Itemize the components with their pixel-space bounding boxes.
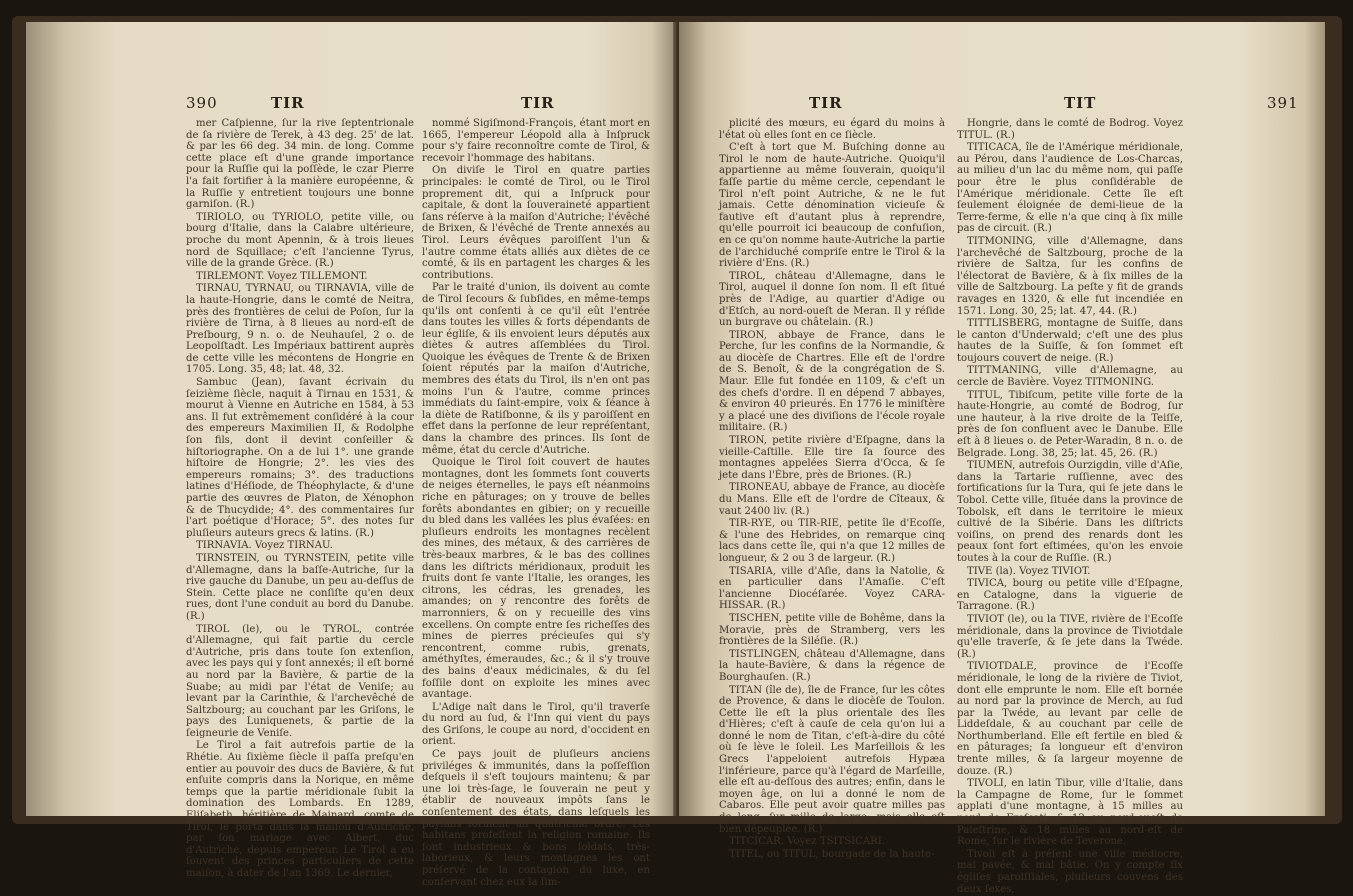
dictionary-entry: TIVICA, bourg ou petite ville d'Eſpagne, en Catalogne, dans la viguerie de Tarragone. (R.) xyxy=(957,578,1183,613)
dictionary-entry: TIRON, abbaye de France, dans le Perche, ſur les confins de la Normandie, & au diocèſe de Chartres. Elle eſt de l'ordre de S. Benoît, & de la congrégation de S. Maur. Elle fut fondée en 1109, & c'eſt un des chefs d'ordre. Il en dépend 7 abbayes, & environ 40 prieurés. En 1776 le miniſtère y a placé une des diviſions de l'école royale militaire. (R.) xyxy=(719,329,945,434)
dictionary-entry: TITTLISBERG, montagne de Suiſſe, dans le canton d'Underwald; c'eſt une des plus hautes de la Suiſſe, & ſon ſommet eſt toujours couvert de neige. (R.) xyxy=(957,318,1183,364)
dictionary-entry: Hongrie, dans le comté de Bodrog. Voyez TITUL. (R.) xyxy=(957,118,1183,141)
dictionary-entry: TIRNAVIA. Voyez TIRNAU. xyxy=(196,540,333,552)
dictionary-entry: TIRON, petite rivière d'Eſpagne, dans la vieille-Caſtille. Elle tire ſa ſource des montagnes appelées Sierra d'Occa, & ſe jete dans l'Èbre, près de Briones. (R.) xyxy=(719,435,945,481)
dictionary-entry: TITUL, Tibiſcum, petite ville forte de la haute-Hongrie, au comté de Bodrog, ſur une hauteur, à la rive droite de la Teiſſe, près de ſon confluent avec le Danube. Elle eſt à 8 lieues o. de Peter-Waradin, 8 n. o. de Belgrade. Long. 38, 25; lat. 45, 26. (R.) xyxy=(957,389,1183,459)
dictionary-entry: TIRIOLO, ou TYRIOLO, petite ville, ou bourg d'Italie, dans la Calabre ultérieure, proche du mont Apennin, & à trois lieues nord de Squillace; c'eſt l'ancienne Tyrus, ville de la grande Grèce. (R.) xyxy=(186,211,414,270)
dictionary-entry: TIR-RYE, ou TIR-RIE, petite île d'Ecoſſe, & l'une des Hebrides, on remarque cinq lacs dans cette île, qui n'a que 12 milles de longueur, & 2 ou 3 de largeur. (R.) xyxy=(719,518,945,564)
dictionary-entry: TIROL, château d'Allemagne, dans le Tirol, auquel il donne ſon nom. Il eſt ſitué près de l'Adige, au quartier d'Adige ou d'Etſch, au nord-oueſt de Meran. Il y réſide un burgrave ou châtelain. (R.) xyxy=(719,270,945,329)
dictionary-entry: TITAN (île de), île de France, ſur les côtes de Provence, & dans le diocèſe de Toulon. Cette île eſt la plus orientale des îles d'Hières; c'eſt à cauſe de cela qu'on lui a donné le nom de Titan, c'eſt-à-dire du côté où ſe lève le ſoleil. Les Marſeillois & les Grecs l'appeloient autrefois Hypæa l'inférieure, parce qu'à l'égard de Marſeille, elle eſt au-deſſous des autres; enfin, dans le moyen âge, on lui a donné le nom de Cabaros. Elle peut avoir quatre milles pas de long, ſur mille de large; mais elle eſt bien dépeuplée. (R.) xyxy=(719,684,945,835)
dictionary-entry: TISCHEN, petite ville de Bohême, dans la Moravie, près de Stramberg, vers les frontières de la Siléſie. (R.) xyxy=(719,612,945,648)
dictionary-entry: Le Tirol a fait autrefois partie de la Rhétie. Au ſixième ſiècle il paſſa preſqu'en entier au pouvoir des ducs de Bavière, & fut enſuite compris dans la Norique, en même temps que la partie méridionale ſubit la domination des Lombards. En 1289, Eliſabeth, héritière de Mainard, comte de Tirol, le porta dans la maiſon d'Autriche, par ſon mariage avec Albert, duc d'Autriche, depuis empereur. Le Tirol a eu ſouvent des princes particuliers de cette maiſon, à dater de l'an 1369. Le dernier, xyxy=(186,740,414,879)
left-page xyxy=(26,22,679,888)
dictionary-entry: mer Caſpienne, ſur la rive ſeptentrionale de ſa rivière de Terek, à 43 deg. 25' de lat. & par les 66 deg. 34 min. de long. Comme cette place eſt d'une grande importance pour la Ruſſie qui la poſſède, le czar Pierre l'a fait fortifier à la manière européenne, & la Ruſſie y entretient toujours une bonne garniſon. (R.) xyxy=(186,118,414,211)
page-number-left: 390 xyxy=(186,94,218,112)
right-page xyxy=(679,22,1325,895)
dictionary-entry: TITTMANING, ville d'Allemagne, au cercle de Bavière. Voyez TITMONING. xyxy=(957,365,1183,389)
right-page-column-2 xyxy=(957,118,1183,896)
dictionary-entry: L'Adige naît dans le Tirol, qu'il traverſe du nord au ſud, & l'Inn qui vient du pays des Griſons, le coupe au nord, d'occident en orient. xyxy=(422,701,650,748)
dictionary-entry: nommé Sigiſmond-François, étant mort en 1665, l'empereur Léopold alla à Inſpruck pour s'y faire reconnoître comte de Tirol, & recevoir l'hommage des habitans. xyxy=(422,118,650,164)
dictionary-entry: TIVIOTDALE, province de l'Ecoſſe méridionale, le long de la rivière de Tiviot, dont elle emprunte le nom. Elle eſt bornée au nord par la province de Merch, au ſud par la Twéde, au levant par celle de Liddeſdale, & au couchant par celle de Northumberland. Elle eſt fertile en bled & en pâturages; ſa longueur eſt d'environ trente milles, & ſa largeur moyenne de douze. (R.) xyxy=(957,661,1183,777)
dictionary-entry: On diviſe le Tirol en quatre parties principales: le comté de Tirol, ou le Tirol proprement dit, qui a Inſpruck pour capitale, & dont la ſouveraineté appartient ſans réſerve à la maiſon d'Autriche; l'évêché de Brixen, & l'évêché de Trente annexés au Tirol. Leurs évêques paroiſſent l'un & l'autre comme états alliés aux diètes de ce comté, & ils en partagent les charges & les contributions. xyxy=(422,165,650,281)
dictionary-entry: TIVIOT (le), ou la TIVE, rivière de l'Ecoſſe méridionale, dans la province de Tiviotdale qu'elle traverſe, & ſe jete dans la Twéde. (R.) xyxy=(957,613,1183,660)
dictionary-entry: TIRONEAU, abbaye de France, au diocèſe du Mans. Elle eſt de l'ordre de Cîteaux, & vaut 2400 liv. (R.) xyxy=(719,482,945,517)
dictionary-entry: Quoique le Tirol ſoit couvert de hautes montagnes, dont les ſommets ſont couverts de neiges éternelles, le pays eſt néanmoins riche en pâturages; on y trouve de belles forêts abondantes en gibier; on y recueille du bled dans les vallées les plus évaſées: en pluſieurs endroits les montagnes recèlent des mines, des métaux, & des carrières de très-beaux marbres, & le bas des collines dans les diſtricts méridionaux, produit les fruits dont ſe vante l'Italie, les oranges, les citrons, les cédras, les grenades, les amandes; on y rencontre des forêts de marronniers, & on y recueille des vins excellens. On compte entre ſes richeſſes des mines de pierres précieuſes qui s'y rencontrent, comme rubis, grenats, améthyſtes, émeraudes, &c.; & il s'y trouve des bains d'eaux médicinales, & du ſel foſſile dont on exploite les mines avec avantage. xyxy=(422,457,650,701)
dictionary-entry: TIRLEMONT. Voyez TILLEMONT. xyxy=(196,270,368,282)
dictionary-entry: Sambuc (Jean), ſavant écrivain du ſeizième ſiècle, naquit à Tirnau en 1531, & mourut à Vienne en Autriche en 1584, à 53 ans. Il fut extrêmement conſidéré à la cour des empereurs Maximilien II, & Rodolphe ſon fils, dont il devint conſeiller & hiſtoriographe. On a de lui 1°. une grande hiſtoire de Hongrie; 2°. les vies des empereurs romains; 3°. des traductions latines d'Héſiode, de Théophylacte, & d'une partie des œuvres de Platon, de Xénophon & de Thucydide; 4°. des commentaires ſur l'art poétique d'Horace; 5°. des notes ſur pluſieurs auteurs grecs & latins. (R.) xyxy=(186,377,414,539)
dictionary-entry: TIROL (le), ou le TYROL, contrée d'Allemagne, qui fait partie du cercle d'Autriche, pris dans toute ſon extenſion, avec les pays qui y ſont annexés; il eſt borné au nord par la Bavière, & partie de la Suabe; au midi par l'état de Veniſe; au levant par la Carinthie, & l'archevêché de Saltzbourg; au couchant par les Griſons, le pays des Luniquenets, & partie de la ſeigneurie de Veniſe. xyxy=(186,623,414,739)
dictionary-entry: TITEL, ou TITUL, bourgade de la haute- xyxy=(729,848,935,860)
left-headword-left: TIR xyxy=(271,94,305,112)
right-page-column-1 xyxy=(719,118,945,861)
dictionary-entry: TISTLINGEN, château d'Allemagne, dans la haute-Bavière, & dans la régence de Bourghauſen. (R.) xyxy=(719,648,945,683)
dictionary-entry: plicité des mœurs, eu égard du moins à l'état où elles ſont en ce ſiècle. xyxy=(719,118,945,141)
dictionary-entry: TIVE (la). Voyez TIVIOT. xyxy=(967,565,1091,577)
left-page-column-1 xyxy=(186,118,414,881)
page-number-right: 391 xyxy=(1267,94,1299,112)
dictionary-entry: TISARIA, ville d'Aſie, dans la Natolie, & en particulier dans l'Amaſie. C'eſt l'ancienne Diocéſarée. Voyez CARA-HISSAR. (R.) xyxy=(719,565,945,612)
dictionary-entry: Tivoli eſt à préſent une ville médiocre, mal pavée, & mal bâtie. On y compte ſix égliſes paroiſſiales, pluſieurs couvens des deux ſexes, xyxy=(957,848,1183,895)
dictionary-entry: Ce pays jouit de pluſieurs anciens priviléges & immunités, dans la poſſeſſion deſquels il s'eſt toujours maintenu; & par une loi très-ſage, le ſouverain ne peut y établir de nouveaux impôts ſans le conſentement des états, dans leſquels les payſans forment un quatrième ordre. Les habitans profeſſent la religion romaine. Ils ſont industrieux & bons ſoldats, très-laborieux, & leurs montagnes les ont préſervé de la contagion du luxe, en conſervant chez eux la ſim- xyxy=(422,749,650,888)
book-spread xyxy=(12,16,1342,895)
dictionary-entry: TIRNAU, TYRNAU, ou TIRNAVIA, ville de la haute-Hongrie, dans le comté de Neitra, près des frontières de celui de Poſon, ſur la rivière de Tirna, à 8 lieues au nord-eſt de Preſbourg, 9 n. o. de Neuhauſel, 2 o. de Leopolſtadt. Les Impériaux battirent auprès de cette ville les mécontens de Hongrie en 1705. Long. 35, 48; lat. 48, 32. xyxy=(186,283,414,376)
right-headword-left: TIR xyxy=(809,94,843,112)
left-headword-right: TIR xyxy=(521,94,555,112)
dictionary-entry: TIRNSTEIN, ou TYRNSTEIN, petite ville d'Allemagne, dans la baſſe-Autriche, ſur la rive gauche du Danube, un peu au-deſſus de Stein. Cette place ne conſiſte qu'en deux rues, dont l'une conduit au bord du Danube. (R.) xyxy=(186,552,414,622)
dictionary-entry: TITMONING, ville d'Allemagne, dans l'archevêché de Saltzbourg, proche de la rivière de Saltza, ſur les confins de l'électorat de Bavière, & à ſix milles de la ville de Saltzbourg. La peſte y fit de grands ravages en 1320, & elle fut incendiée en 1571. Long. 30, 25; lat. 47, 44. (R.) xyxy=(957,235,1183,317)
dictionary-entry: Par le traité d'union, ils doivent au comte de Tirol ſecours & ſubſides, en même-temps qu'ils ont conſenti à ce qu'il eût l'entrée dans toutes les villes & forts dépendants de leur égliſe, & ils envoient leurs députés aux diètes & autres aſſemblées du Tirol. Quoique les évêques de Trente & de Brixen ſoient réputés par la maiſon d'Autriche, membres des états du Tirol, ils n'en ont pas moins l'un & l'autre, comme princes immédiats du ſaint-empire, voix & ſéance à la diète de Ratiſbonne, & ils y paroiſſent en effet dans la perſonne de leur repréſentant, dans la chambre des princes. Ils ſont de même, état du cercle d'Autriche. xyxy=(422,282,650,456)
left-page-column-2 xyxy=(422,118,650,889)
dictionary-entry: TITICACA, île de l'Amérique méridionale, au Pérou, dans l'audience de Los-Charcas, au milieu d'un lac du même nom, qui paſſe pour être le plus conſidérable de l'Amérique méridionale. Cette île eſt ſeulement éloignée de demi-lieue de la Terre-ferme, & elle n'a que cinq à ſix mille pas de circuit. (R.) xyxy=(957,142,1183,235)
right-headword-right: TIT xyxy=(1064,94,1097,112)
dictionary-entry: TIUMEN, autrefois Ourzigdin, ville d'Aſie, dans la Tartarie ruſſienne, avec des fortifications ſur la Tura, qui ſe jete dans le Tobol. Cette ville, ſituée dans la province de Tobolsk, eſt dans le territoire le mieux cultivé de la Sibérie. Dans les diſtricts voiſins, on prend des renards dont les peaux ſont fort eſtimées, qu'on les envoie toutes à la cour de Ruſſie. (R.) xyxy=(957,460,1183,564)
dictionary-entry: TIVOLI, en latin Tibur, ville d'Italie, dans la Campagne de Rome, ſur le ſommet applati d'une montagne, à 15 milles au nord de Freſcati, & 12 au nord-oueſt de Paleſtrine, & 18 milles au nord-eſt de Rome, ſur le rivière de Teverone. xyxy=(957,778,1183,848)
dictionary-entry: C'eſt à tort que M. Buſching donne au Tirol le nom de haute-Autriche. Quoiqu'il appartienne au même ſouverain, quoiqu'il faſſe partie du même cercle, cependant le Tirol n'eſt point Autriche, & ne le fut jamais. Cette dénomination vicieuſe & fautive eſt d'autant plus à reprendre, qu'elle pourroit ici beaucoup de confuſion, en ce qu'on nomme haute-Autriche la partie de l'archiduché compriſe entre le Tirol & la rivière d'Ens. (R.) xyxy=(719,142,945,270)
dictionary-entry: TITCICAR. Voyez TSITSICARI. xyxy=(729,836,885,848)
